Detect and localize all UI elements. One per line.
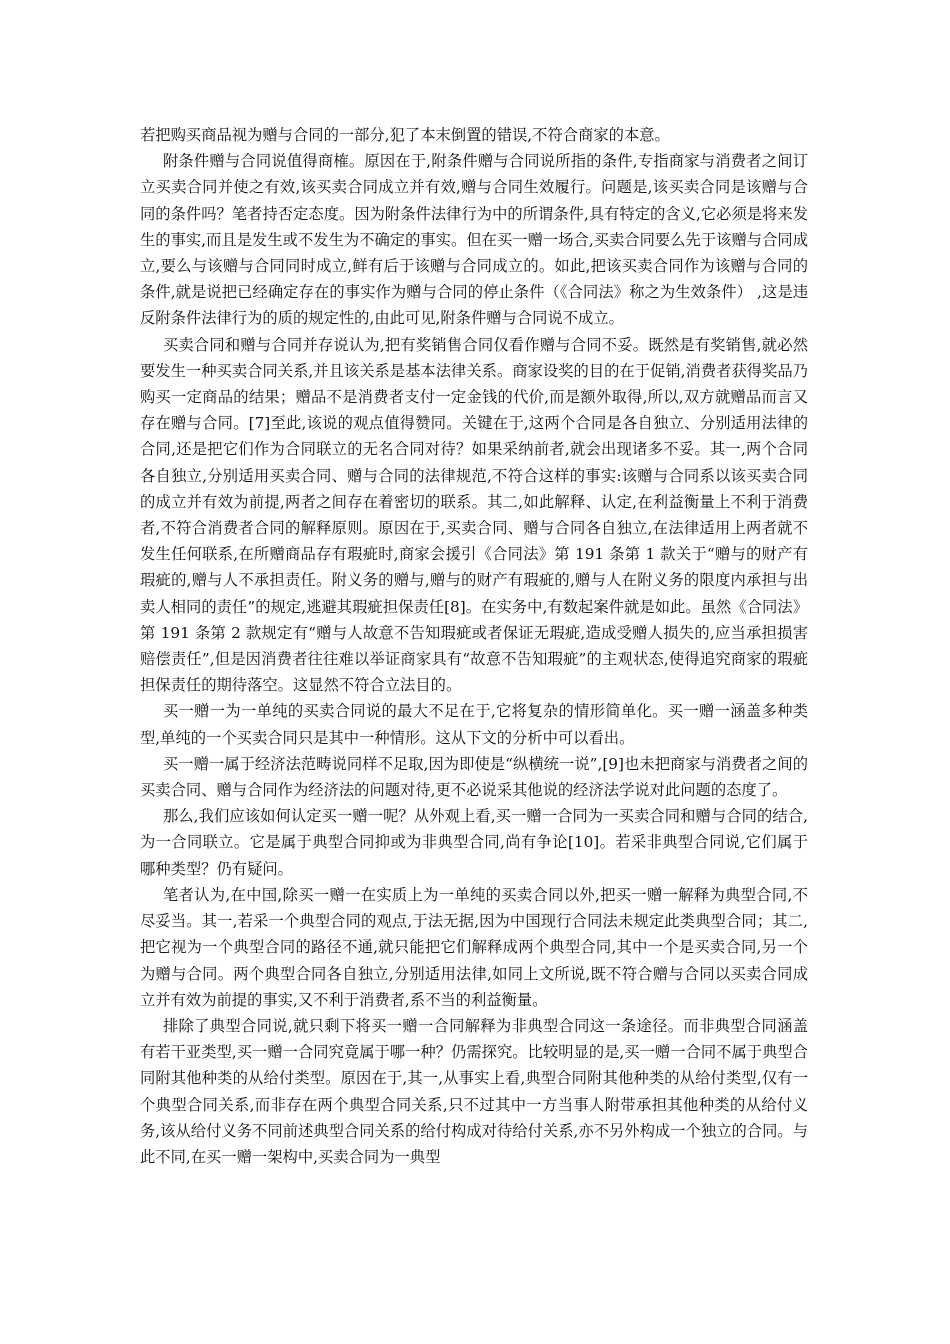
paragraph: 那么,我们应该如何认定买一赠一呢？从外观上看,买一赠一合同为一买卖合同和赠与合同的结合,为一合同联立。它是属于典型合同抑或为非典型合同,尚有争论[10]。若采非典型合同说,它们属于哪种类型？仍有疑问。: [140, 807, 808, 878]
document-body: [140, 122, 808, 1170]
paragraph: 排除了典型合同说,就只剩下将买一赠一合同解释为非典型合同这一条途径。而非典型合同涵盖有若干亚类型,买一赠一合同究竟属于哪一种？仍需探究。比较明显的是,买一赠一合同不属于典型合同附其他种类的从给付类型。原因在于,其一,从事实上看,典型合同附其他种类的从给付类型,仅有一个典型合同关系,而非存在两个典型合同关系,只不过其中一方当事人附带承担其他种类的从给付义务,该从给付义务不同前述典型合同关系的给付构成对待给付关系,亦不另外构成一个独立的合同。与此不同,在买一赠一架构中,买卖合同为一典型: [140, 1016, 808, 1166]
paragraph: 买一赠一为一单纯的买卖合同说的最大不足在于,它将复杂的情形简单化。买一赠一涵盖多种类型,单纯的一个买卖合同只是其中一种情形。这从下文的分析中可以看出。: [140, 702, 808, 747]
paragraph: 买卖合同和赠与合同并存说认为,把有奖销售合同仅看作赠与合同不妥。既然是有奖销售,就必然要发生一种买卖合同关系,并且该关系是基本法律关系。商家设奖的目的在于促销,消费者获得奖品乃购买一定商品的结果；赠品不是消费者支付一定金钱的代价,而是额外取得,所以,双方就赠品而言又存在赠与合同。[7]至此,该说的观点值得赞同。关键在于,这两个合同是各自独立、分别适用法律的合同,还是把它们作为合同联立的无名合同对待？如果采纳前者,就会出现诸多不妥。其一,两个合同各自独立,分别适用买卖合同、赠与合同的法律规范,不符合这样的事实:该赠与合同系以该买卖合同的成立并有效为前提,两者之间存在着密切的联系。其二,如此解释、认定,在利益衡量上不利于消费者,不符合消费者合同的解释原则。原因在于,买卖合同、赠与合同各自独立,在法律适用上两者就不发生任何联系,在所赠商品存有瑕疵时,商家会援引《合同法》第 191 条第 1 款关于“赠与的财产有瑕疵的,赠与人不承担责任。附义务的赠与,赠与的财产有瑕疵的,赠与人在附义务的限度内承担与出卖人相同的责任”的规定,逃避其瑕疵担保责任[8]。在实务中,有数起案件就是如此。虽然《合同法》第 191 条第 2 款规定有“赠与人故意不告知瑕疵或者保证无瑕疵,造成受赠人损失的,应当承担损害赔偿责任”,但是因消费者往往难以举证商家具有“故意不告知瑕疵”的主观状态,使得追究商家的瑕疵担保责任的期待落空。这显然不符合立法目的。: [140, 335, 808, 695]
paragraph: 笔者认为,在中国,除买一赠一在实质上为一单纯的买卖合同以外,把买一赠一解释为典型合同,不尽妥当。其一,若采一个典型合同的观点,于法无据,因为中国现行合同法未规定此类典型合同；其二,把它视为一个典型合同的路径不通,就只能把它们解释成两个典型合同,其中一个是买卖合同,另一个为赠与合同。两个典型合同各自独立,分别适用法律,如同上文所说,既不符合赠与合同以买卖合同成立并有效为前提的事实,又不利于消费者,系不当的利益衡量。: [140, 885, 808, 1009]
paragraph: 若把购买商品视为赠与合同的一部分,犯了本末倒置的错误,不符合商家的本意。: [140, 126, 670, 144]
paragraph: 附条件赠与合同说值得商榷。原因在于,附条件赠与合同说所指的条件,专指商家与消费者之间订立买卖合同并使之有效,该买卖合同成立并有效,赠与合同生效履行。问题是,该买卖合同是该赠与合同的条件吗？笔者持否定态度。因为附条件法律行为中的所谓条件,具有特定的含义,它必须是将来发生的事实,而且是发生或不发生为不确定的事实。但在买一赠一场合,买卖合同要么先于该赠与合同成立,要么与该赠与合同同时成立,鲜有后于该赠与合同成立的。如此,把该买卖合同作为该赠与合同的条件,就是说把已经确定存在的事实作为赠与合同的停止条件（《合同法》称之为生效条件） ,这是违反附条件法律行为的质的规定性的,由此可见,附条件赠与合同说不成立。: [140, 152, 808, 328]
paragraph: 买一赠一属于经济法范畴说同样不足取,因为即使是“纵横统一说”,[9]也未把商家与消费者之间的买卖合同、赠与合同作为经济法的问题对待,更不必说采其他说的经济法学说对此问题的态度了。: [140, 754, 808, 800]
